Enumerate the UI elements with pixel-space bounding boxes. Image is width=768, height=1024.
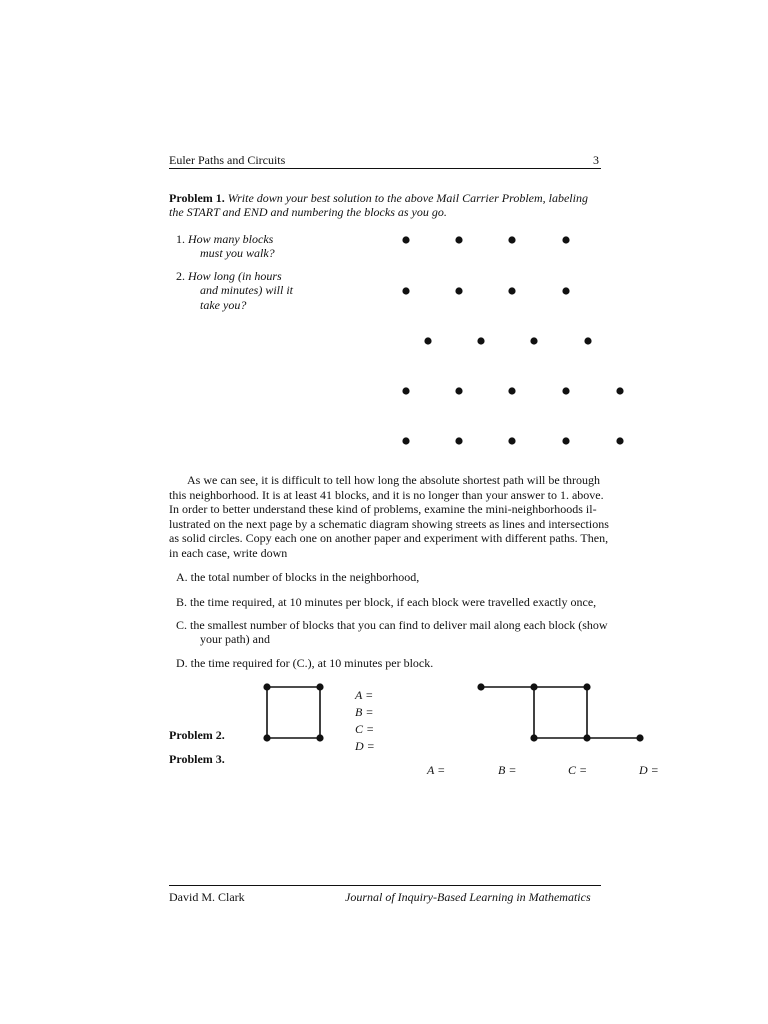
problem1-label: Problem 1. xyxy=(169,191,225,205)
grid-dot xyxy=(616,387,623,394)
question2-line2b: ) will it xyxy=(258,283,294,297)
list-item-c-cont: your path) and xyxy=(200,632,270,646)
problem2-diagram xyxy=(263,683,323,741)
footer-journal: Journal of Inquiry-Based Learning in Mathematics xyxy=(345,890,591,904)
problem3-eq-a: A = xyxy=(427,763,446,777)
grid-dot xyxy=(402,236,409,243)
grid-dot xyxy=(616,437,623,444)
page-number: 3 xyxy=(593,153,599,167)
grid-dot xyxy=(455,236,462,243)
problem3-eq-b: B = xyxy=(498,763,517,777)
intersection-node xyxy=(583,734,590,741)
footer-rule xyxy=(169,885,601,886)
problem3-label: Problem 3. xyxy=(169,752,225,766)
grid-dot xyxy=(562,236,569,243)
list-item-d: D. the time required for (C.), at 10 minutes per block. xyxy=(176,656,434,670)
problem2-eq-c: C = xyxy=(355,722,375,736)
body-para-line2: this neighborhood. It is at least 41 blocks, and it is no longer than your answer to 1. above. xyxy=(169,488,604,502)
body-para-line4: lustrated on the next page by a schematic diagram showing streets as lines and intersections xyxy=(169,517,609,531)
problem2-eq-d: D = xyxy=(355,739,375,753)
grid-dot xyxy=(424,337,431,344)
grid-dot xyxy=(530,337,537,344)
grid-dot xyxy=(562,387,569,394)
list-item-a: A. the total number of blocks in the neighborhood, xyxy=(176,570,420,584)
question2-line3: take you? xyxy=(200,298,247,312)
problem3-eq-d: D = xyxy=(639,763,659,777)
problem3-diagram xyxy=(477,683,643,741)
question2-line2a: and minutes xyxy=(200,283,259,297)
intersection-node xyxy=(316,683,323,690)
question1-line1: How many blocks xyxy=(188,232,274,246)
problem1-text-line1: Write down your best solution to the above Mail Carrier Problem, labeling xyxy=(227,191,588,205)
problem2-eq-a: A = xyxy=(355,688,374,702)
grid-dot xyxy=(508,236,515,243)
intersection-node xyxy=(477,683,484,690)
grid-dot xyxy=(508,387,515,394)
list-item-c: C. the smallest number of blocks that you can find to deliver mail along each block (show xyxy=(176,618,608,632)
intersection-node xyxy=(263,734,270,741)
question2-line1a: How long ( xyxy=(188,269,242,283)
grid-dot xyxy=(402,287,409,294)
grid-dot xyxy=(455,287,462,294)
grid-dot xyxy=(402,387,409,394)
question2-line1b: in hours xyxy=(242,269,282,283)
body-para-line6: in each case, write down xyxy=(169,546,288,560)
mail-carrier-dot-grid xyxy=(402,236,623,444)
intersection-node xyxy=(263,683,270,690)
list-item-b: B. the time required, at 10 minutes per block, if each block were travelled exactly once, xyxy=(176,595,597,609)
question1-number: 1. xyxy=(176,232,185,246)
grid-dot xyxy=(477,337,484,344)
body-para-line3: In order to better understand these kind of problems, examine the mini-neighborhoods il- xyxy=(169,502,597,516)
intersection-node xyxy=(316,734,323,741)
intersection-node xyxy=(636,734,643,741)
grid-dot xyxy=(562,287,569,294)
intersection-node xyxy=(530,734,537,741)
grid-dot xyxy=(402,437,409,444)
body-para-line5: as solid circles. Copy each one on another paper and experiment with different paths. Then, xyxy=(169,531,609,545)
question1-line2: must you walk? xyxy=(200,246,275,260)
grid-dot xyxy=(455,387,462,394)
problem1-text-line2: the START and END and numbering the blocks as you go. xyxy=(169,205,447,219)
problem3-eq-c: C = xyxy=(568,763,588,777)
running-header-title: Euler Paths and Circuits xyxy=(169,153,286,167)
grid-dot xyxy=(508,437,515,444)
grid-dot xyxy=(584,337,591,344)
grid-dot xyxy=(562,437,569,444)
intersection-node xyxy=(583,683,590,690)
problem2-label: Problem 2. xyxy=(169,728,225,742)
body-para-line1: As we can see, it is difficult to tell how long the absolute shortest path will be through xyxy=(187,473,601,487)
grid-dot xyxy=(455,437,462,444)
question2-number: 2. xyxy=(176,269,185,283)
grid-dot xyxy=(508,287,515,294)
problem2-eq-b: B = xyxy=(355,705,374,719)
footer-author: David M. Clark xyxy=(169,890,245,904)
intersection-node xyxy=(530,683,537,690)
